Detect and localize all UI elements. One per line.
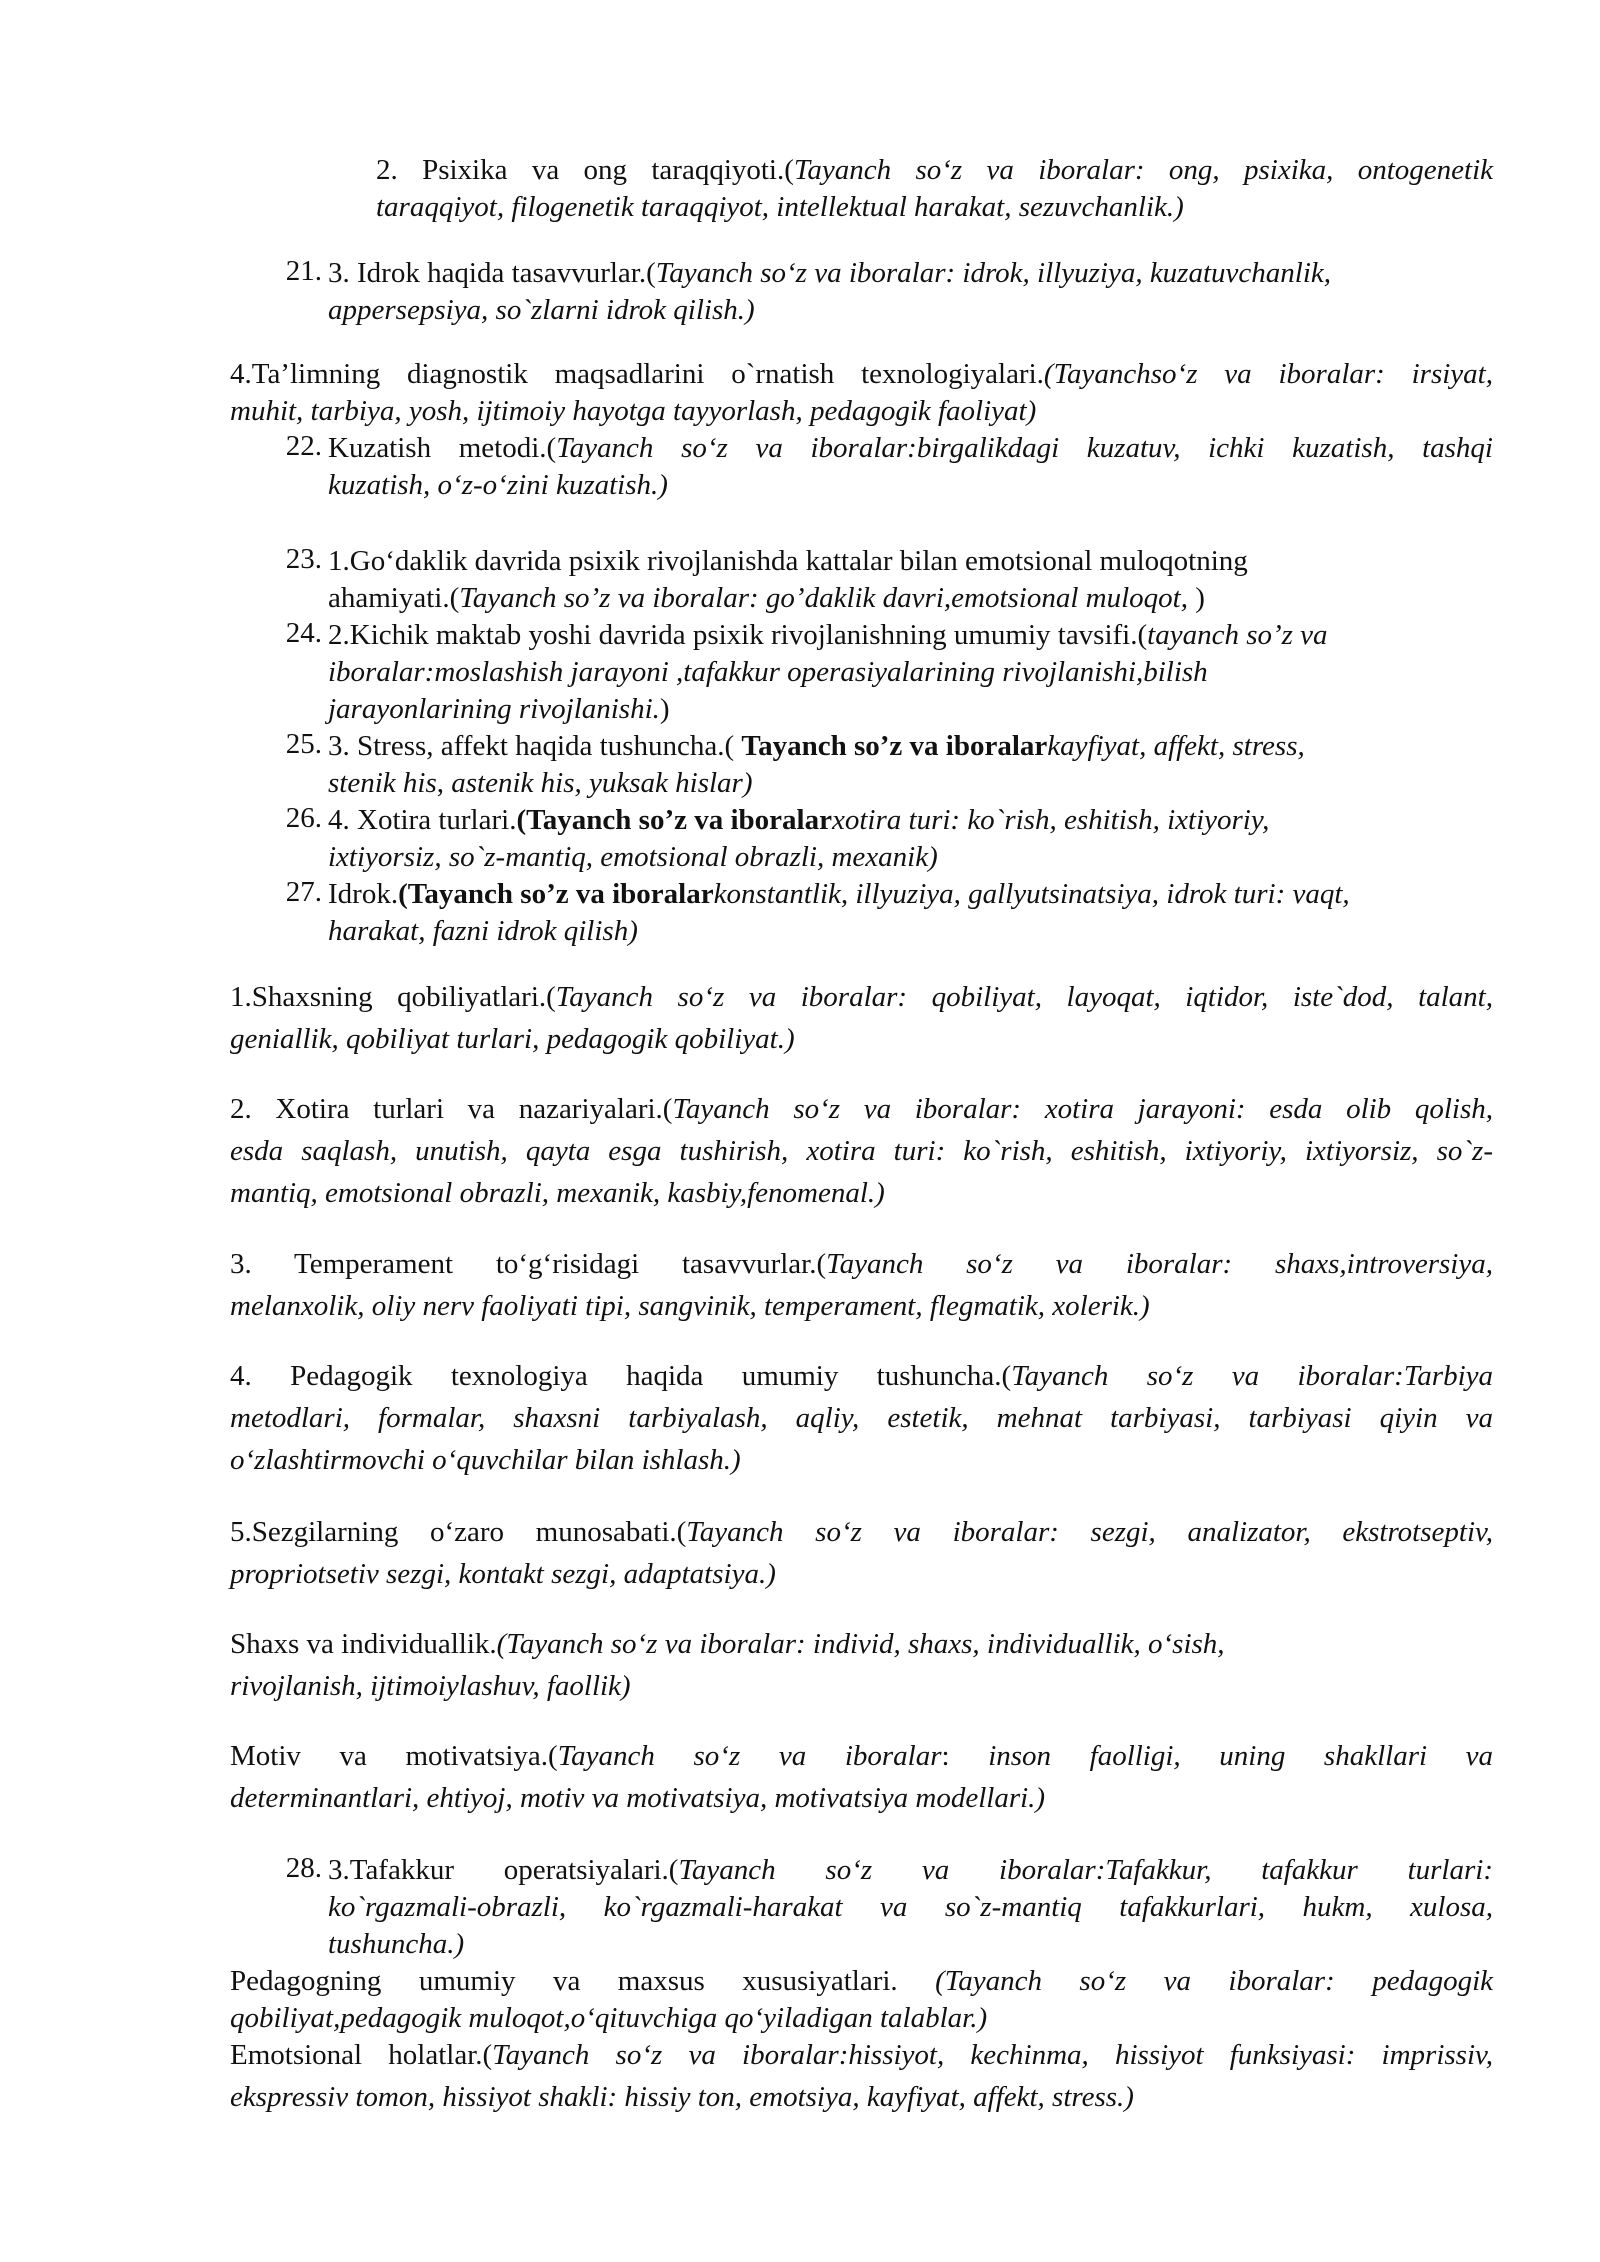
italic-text: astenik his, yuksak hislar) — [451, 767, 753, 799]
italic-text: Tayanch so‘z va iboralar: qobiliyat, layoqat, iqtidor, iste`dod, talant, — [555, 981, 1493, 1013]
italic-text: Tayanch so‘z va iboralar — [557, 1740, 942, 1772]
text-line — [230, 1511, 1493, 1553]
topic-motiv-motivatsiya — [230, 1735, 1493, 1819]
italic-text: geniallik, qobiliyat turlari, pedagogik qobiliyat.) — [230, 1023, 795, 1055]
text-line — [230, 393, 1493, 430]
italic-text: tushuncha.) — [328, 1928, 465, 1960]
list-item-28 — [285, 1852, 1493, 1963]
italic-text: qobiliyat,pedagogik muloqot,o‘qituvchiga qo‘yiladigan talablar.) — [230, 2002, 988, 2034]
list-number: 26. — [285, 802, 322, 834]
text-run: 2. Xotira turlari va nazariyalari.( — [230, 1093, 673, 1125]
text-run: Pedagogning umumiy va maxsus xususiyatlari. — [230, 1965, 936, 1997]
text-line — [328, 467, 1493, 504]
text-line — [328, 913, 1493, 950]
text-line — [328, 580, 1493, 617]
italic-text: Tayanch so‘z va iboralar:hissiyot, kechinma, hissiyot funksiyasi: imprissiv, — [492, 2039, 1493, 2071]
text-line — [230, 1088, 1493, 1130]
list-number: 22. — [285, 430, 322, 462]
italic-text: konstantlik, illyuziya, gallyutsinatsiya, idrok turi: vaqt, — [713, 878, 1350, 910]
text-run: 1.Shaxsning qobiliyatlari.( — [230, 981, 556, 1013]
italic-text: muhit, tarbiya, yosh, ijtimoiy hayotga tayyorlash, pedagogik faoliyat) — [230, 395, 1037, 427]
text-line — [328, 430, 1493, 467]
italic-text: xotira turi: ko`rish, eshitish, ixtiyoriy, — [831, 804, 1270, 836]
text-line — [230, 1243, 1493, 1285]
italic-text: (Tayanchso‘z va iboralar: irsiyat, — [1043, 358, 1493, 390]
italic-text: kayfiyat, affekt, stress, — [1047, 730, 1305, 762]
text-line — [230, 1553, 1493, 1595]
text-line — [328, 292, 1493, 329]
text-run: Emotsional holatlar.( — [230, 2039, 493, 2071]
text-line — [328, 765, 1493, 802]
italic-text: ixtiyorsiz, so`z-mantiq, emotsional obrazli, mexanik) — [328, 841, 938, 873]
text-line — [230, 1777, 1493, 1819]
text-run: Idrok. — [328, 878, 399, 910]
text-line — [230, 1963, 1493, 2000]
text-line — [230, 1665, 1493, 1707]
text-line — [230, 2076, 1493, 2118]
text-run: 4.Ta’limning diagnostik maqsadlarini o`rnatish texnologiyalari. — [230, 358, 1044, 390]
list-number: 25. — [285, 728, 322, 760]
list-number: 27. — [285, 876, 322, 908]
text-line — [328, 728, 1493, 765]
italic-text: stenik his — [328, 767, 437, 799]
text-run: Kuzatish metodi.( — [328, 432, 557, 464]
text-line — [230, 1623, 1493, 1665]
text-line — [376, 152, 1493, 189]
italic-text: (Tayanch so‘z va iboralar: individ, shaxs, individuallik, o‘sish, — [496, 1628, 1225, 1660]
topic-sezgilar — [230, 1511, 1493, 1595]
italic-text: Tayanch so‘z va iboralar:Tafakkur, tafakkur turlari: — [678, 1854, 1493, 1886]
text-line — [230, 1439, 1493, 1481]
text-run: ahamiyati.( — [328, 582, 460, 614]
text-line — [328, 543, 1493, 580]
text-line — [230, 1018, 1493, 1060]
text-run: : — [941, 1740, 989, 1772]
text-line — [328, 654, 1493, 691]
text-line — [328, 255, 1493, 292]
text-line — [328, 691, 1493, 728]
italic-text: Tayanch so’z va iboralar: go’daklik davri,emotsional muloqot, — [459, 582, 1188, 614]
italic-text: Tayanch so‘z va iboralar: ong, psixika, ontogenetik — [793, 154, 1493, 186]
list-number: 28. — [285, 1852, 322, 1884]
text-run: Motiv va motivatsiya.( — [230, 1740, 558, 1772]
text-line — [328, 802, 1493, 839]
text-line — [230, 356, 1493, 393]
italic-text: Tayanch so‘z va iboralar:birgalikdagi kuzatuv, ichki kuzatish, tashqi — [556, 432, 1493, 464]
italic-text: Tayanch so‘z va iboralar:Tarbiya — [1011, 1360, 1493, 1392]
text-line — [230, 1285, 1493, 1327]
italic-text: melanxolik, oliy nerv faoliyati tipi, sangvinik, temperament, flegmatik, xolerik.) — [230, 1290, 1150, 1322]
text-line — [230, 1172, 1493, 1214]
italic-text: propriotsetiv sezgi, kontakt sezgi, adaptatsiya.) — [230, 1558, 776, 1590]
italic-text: inson faolligi, uning shakllari va — [988, 1740, 1494, 1772]
italic-text: Tayanch so‘z va iboralar: idrok, illyuziya, kuzatuvchanlik, — [655, 257, 1332, 289]
italic-text: jarayonlarining rivojlanishi. — [328, 693, 660, 725]
bold-text: (Tayanch so’z va iboralar — [398, 878, 714, 910]
italic-text: metodlari, formalar, shaxsni tarbiyalash, aqliy, estetik, mehnat tarbiyasi, tarbiyasi qiyin va — [230, 1402, 1493, 1434]
text-line — [328, 839, 1493, 876]
text-line — [376, 189, 1493, 226]
italic-text: Tayanch so‘z va iboralar: xotira jarayoni: esda olib qolish, — [672, 1093, 1493, 1125]
italic-text: Tayanch so‘z va iboralar: sezgi, analizator, ekstrotseptiv, — [686, 1516, 1493, 1548]
italic-text: o‘zlashtirmovchi o‘quvchilar bilan ishlash.) — [230, 1444, 741, 1476]
list-item-26 — [285, 802, 1493, 876]
topic-psixika-ong — [376, 152, 1493, 226]
bold-text: Tayanch so’z va iboralar — [741, 730, 1048, 762]
text-run: 3. Idrok haqida tasavvurlar.( — [328, 257, 656, 289]
text-run: 4. Pedagogik texnologiya haqida umumiy tushuncha.( — [230, 1360, 1012, 1392]
list-item-27 — [285, 876, 1493, 950]
list-item-21 — [285, 255, 1493, 329]
text-line — [230, 2034, 1493, 2076]
text-line — [230, 1130, 1493, 1172]
italic-text: harakat, fazni idrok qilish) — [328, 915, 638, 947]
topic-pedagog-xususiyatlari — [230, 1963, 1493, 2037]
list-item-23 — [285, 543, 1493, 617]
italic-text: (Tayanch so‘z va iboralar: pedagogik — [935, 1965, 1493, 1997]
italic-text: esda saqlash, unutish, qayta esga tushirish, xotira turi: ko`rish, eshitish, ixtiyoriy, ixtiyorsiz, so`z- — [230, 1135, 1493, 1167]
topic-emotsional-holatlar — [230, 2034, 1493, 2118]
text-line — [328, 876, 1493, 913]
text-line — [230, 976, 1493, 1018]
bold-text: (Tayanch so’z va iboralar — [516, 804, 832, 836]
text-run: ) — [1187, 582, 1205, 614]
text-run: ) — [659, 693, 670, 725]
text-line — [328, 1889, 1493, 1926]
italic-text: determinantlari, ehtiyoj, motiv va motivatsiya, motivatsiya modellari.) — [230, 1782, 1046, 1814]
italic-text: mantiq, emotsional obrazli, mexanik, kasbiy,fenomenal.) — [230, 1177, 885, 1209]
list-item-22 — [285, 430, 1493, 504]
list-item-25 — [285, 728, 1493, 802]
text-run: 3. Stress, affekt haqida tushuncha.( — [328, 730, 742, 762]
topic-talim-diagnostik — [230, 356, 1493, 430]
topic-temperament — [230, 1243, 1493, 1327]
text-run: 3. Temperament to‘g‘risidagi tasavvurlar.( — [230, 1248, 827, 1280]
italic-text: ko`rgazmali-obrazli, ko`rgazmali-harakat va so`z-mantiq tafakkurlari, hukm, xulosa, — [328, 1891, 1493, 1923]
topic-shaxs-qobiliyatlari — [230, 976, 1493, 1060]
list-item-24 — [285, 617, 1493, 728]
text-run: 4. Xotira turlari. — [328, 804, 517, 836]
list-number: 23. — [285, 543, 322, 575]
text-run: 5.Sezgilarning o‘zaro munosabati.( — [230, 1516, 687, 1548]
text-run: , — [436, 767, 452, 799]
text-line — [328, 617, 1493, 654]
text-run: 3.Tafakkur operatsiyalari.( — [328, 1854, 679, 1886]
text-run: Shaxs va individuallik. — [230, 1628, 497, 1660]
text-run: 1.Go‘daklik davrida psixik rivojlanishda kattalar bilan emotsional muloqotning — [328, 545, 1248, 577]
text-line — [230, 1355, 1493, 1397]
italic-text: tayanch so’z va — [1147, 619, 1328, 651]
italic-text: kuzatish, o‘z-o‘zini kuzatish.) — [328, 469, 668, 501]
italic-text: Tayanch so‘z va iboralar: shaxs,introversiya, — [826, 1248, 1493, 1280]
italic-text: appersepsiya, so`zlarni idrok qilish.) — [328, 294, 755, 326]
italic-text: rivojlanish, ijtimoiylashuv, faollik) — [230, 1670, 631, 1702]
topic-shaxs-individuallik — [230, 1623, 1493, 1707]
italic-text: taraqqiyot, filogenetik taraqqiyot, intellektual harakat, sezuvchanlik.) — [376, 191, 1184, 223]
text-line — [230, 1397, 1493, 1439]
topic-xotira-nazariyalari — [230, 1088, 1493, 1214]
text-run: 2. Psixika va ong taraqqiyoti.( — [376, 154, 794, 186]
italic-text: ekspressiv tomon, hissiyot shakli: hissiy ton, emotsiya, kayfiyat, affekt, stress.) — [230, 2081, 1134, 2113]
list-number: 24. — [285, 617, 322, 649]
text-line — [230, 2000, 1493, 2037]
text-run: 2.Kichik maktab yoshi davrida psixik rivojlanishning umumiy tavsifi.( — [328, 619, 1148, 651]
topic-pedagogik-texnologiya — [230, 1355, 1493, 1481]
italic-text: iboralar:moslashish jarayoni ,tafakkur operasiyalarining rivojlanishi,bilish — [328, 656, 1208, 688]
list-number: 21. — [285, 255, 322, 287]
text-line — [230, 1735, 1493, 1777]
text-line — [328, 1852, 1493, 1889]
text-line — [328, 1926, 1493, 1963]
